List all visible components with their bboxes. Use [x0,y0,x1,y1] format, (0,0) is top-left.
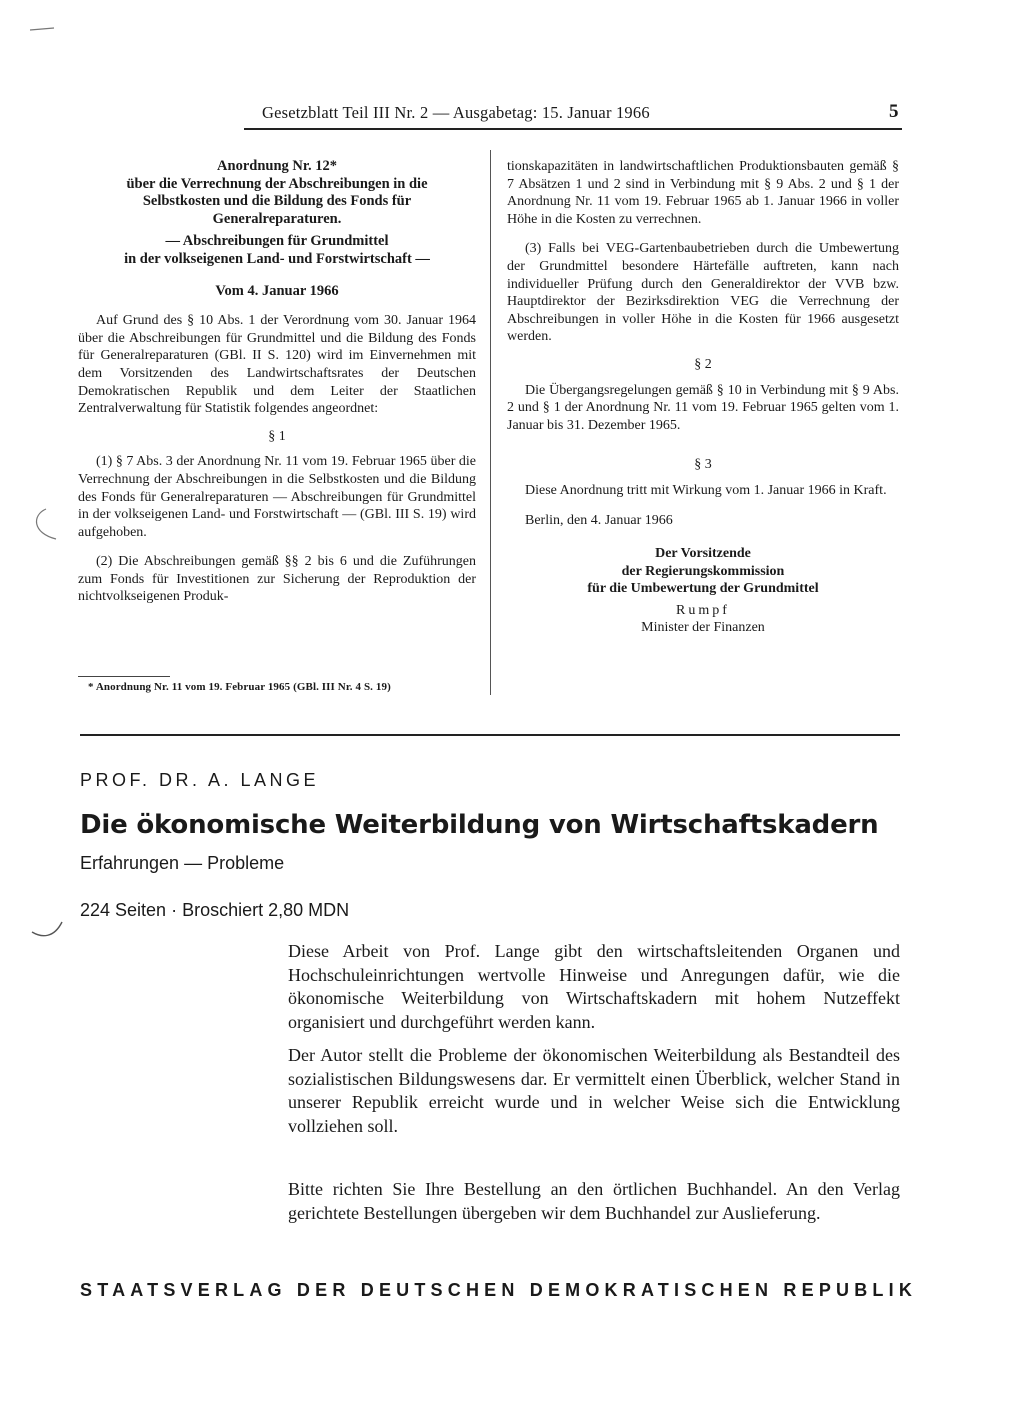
book-price-line: 224 Seiten · Broschiert 2,80 MDN [80,900,350,920]
publisher-imprint: STAATSVERLAG DER DEUTSCHEN DEMOKRATISCHEN REPUBLIK [80,1280,918,1300]
page-number: 5 [889,101,899,122]
section-1-paragraph-3: (3) Falls bei VEG-Gartenbaubetrieben durch die Umbewertung der Grundmittel besondere Härtefälle auftreten, kann nach individueller Prüfung durch den Generaldirektor der VVB bzw. Hauptdirektor der Bezirksdirektion VEG die Verrechnung der Abschreibungen in voller Höhe in die Kosten für 1966 ausgesetzt werden. [507,241,899,345]
column-divider [490,150,491,695]
section-1-heading: § 1 [268,428,286,444]
section-2-text: Die Übergangsregelungen gemäß § 10 in Verbindung mit § 9 Abs. 2 und § 1 der Anordnung Nr. 11 vom 19. Februar 1965 gelten vom 1. Januar bis 31. Dezember 1965. [507,382,899,433]
signature-block [507,545,899,598]
ordinance-title-line: Generalreparaturen. [212,210,342,227]
section-1-paragraph-1: (1) § 7 Abs. 3 der Anordnung Nr. 11 vom 19. Februar 1965 über die Verrechnung der Abschreibungen in die Selbstkosten und die Bildung des Fonds für Generalreparaturen — Abschreibungen für Grundmittel in der volkseigenen Land- und Forstwirtschaft — (GBl. III S. 19) wird aufgehoben. [78,454,476,540]
closing-place-date: Berlin, den 4. Januar 1966 [525,512,673,528]
ordinance-subtitle [78,233,476,268]
advertisement-paragraph-1: Diese Arbeit von Prof. Lange gibt den wirtschaftsleitenden Organen und Hochschuleinrichtungen wertvolle Hinweise und Anregungen dafür, wie die ökonomische Weiterbildung von Wirtschaftskadern mit hohem Nutzeffekt organisiert und durchgeführt werden kann. [288,941,900,1032]
section-1-paragraph-2-continued: tionskapazitäten in landwirtschaftlichen Produktionsbauten gemäß § 7 Absätzen 1 und 2 sind in Verbindung mit § 9 Abs. 2 und § 1 der Anordnung Nr. 11 vom 19. Februar 1965 ab 1. Januar 1966 in voller Höhe in die Kosten zu verrechnen. [507,159,899,227]
left-column [78,158,476,606]
footnote: * Anordnung Nr. 11 vom 19. Februar 1965 (GBl. III Nr. 4 S. 19) [88,681,391,693]
book-author: PROF. DR. A. LANGE [80,770,320,790]
advertisement-paragraph-3: Bitte richten Sie Ihre Bestellung an den örtlichen Buchhandel. An den Verlag gerichtete Bestellungen übergeben wir dem Buchhandel zur Auslieferung. [288,1179,900,1223]
ordinance-subtitle-line: — Abschreibungen für Grundmittel [165,233,389,250]
ordinance-title-line: über die Verrechnung der Abschreibungen in die [126,175,428,192]
advertisement-paragraph-2: Der Autor stellt die Probleme der ökonomischen Weiterbildung als Bestandteil des sozialistischen Bildungswesens dar. Er vermittelt einen Überblick, welcher Stand in unserer Republik erreicht wurde und in welcher Weise sich die Entwicklung vollziehen soll. [288,1045,900,1136]
footnote-rule [78,676,170,677]
preamble: Auf Grund des § 10 Abs. 1 der Verordnung vom 30. Januar 1964 über die Abschreibungen für Grundmittel und die Bildung des Fonds für Generalreparaturen (GBl. II S. 120) wird im Einvernehmen mit dem Vorsitzenden des Landwirtschaftsrates der Deutschen Demokratischen Republik und dem Leiter der Staatlichen Zentralverwaltung für Statistik folgendes angeordnet: [78,313,476,417]
section-separator-rule [80,734,900,736]
section-3-text: Diese Anordnung tritt mit Wirkung vom 1. Januar 1966 in Kraft. [525,482,887,498]
scan-mark-icon [30,918,66,940]
scan-mark-icon [26,505,66,545]
section-1-paragraph-2-start: (2) Die Abschreibungen gemäß §§ 2 bis 6 und die Zuführungen zum Fonds für Investitionen zur Sicherung der Reproduktion der nichtvolkseigenen Produk- [78,554,476,605]
right-column [507,158,899,637]
section-2-heading: § 2 [694,356,712,372]
header-rule [244,128,902,130]
ordinance-title [78,158,476,228]
signature-line: für die Umbewertung der Grundmittel [587,581,819,597]
section-3-heading: § 3 [694,457,712,473]
scan-mark-icon [28,24,58,34]
ordinance-date: Vom 4. Januar 1966 [215,282,339,299]
signer-role: Minister der Finanzen [641,620,765,636]
running-head: Gesetzblatt Teil III Nr. 2 — Ausgabetag: 15. Januar 1966 [262,103,650,122]
ordinance-title-line: Anordnung Nr. 12* [217,158,337,174]
signature-line: Der Vorsitzende [655,546,751,562]
signature-line: der Regierungskommission [621,563,785,579]
book-title: Die ökonomische Weiterbildung von Wirtschaftskadern [80,810,879,840]
ordinance-title-line: Selbstkosten und die Bildung des Fonds für [142,193,412,210]
ordinance-subtitle-line: in der volkseigenen Land- und Forstwirtschaft — [124,250,430,267]
signer-name: Rumpf [676,602,730,618]
book-subtitle: Erfahrungen — Probleme [80,853,285,873]
advertisement-body [288,940,900,1225]
